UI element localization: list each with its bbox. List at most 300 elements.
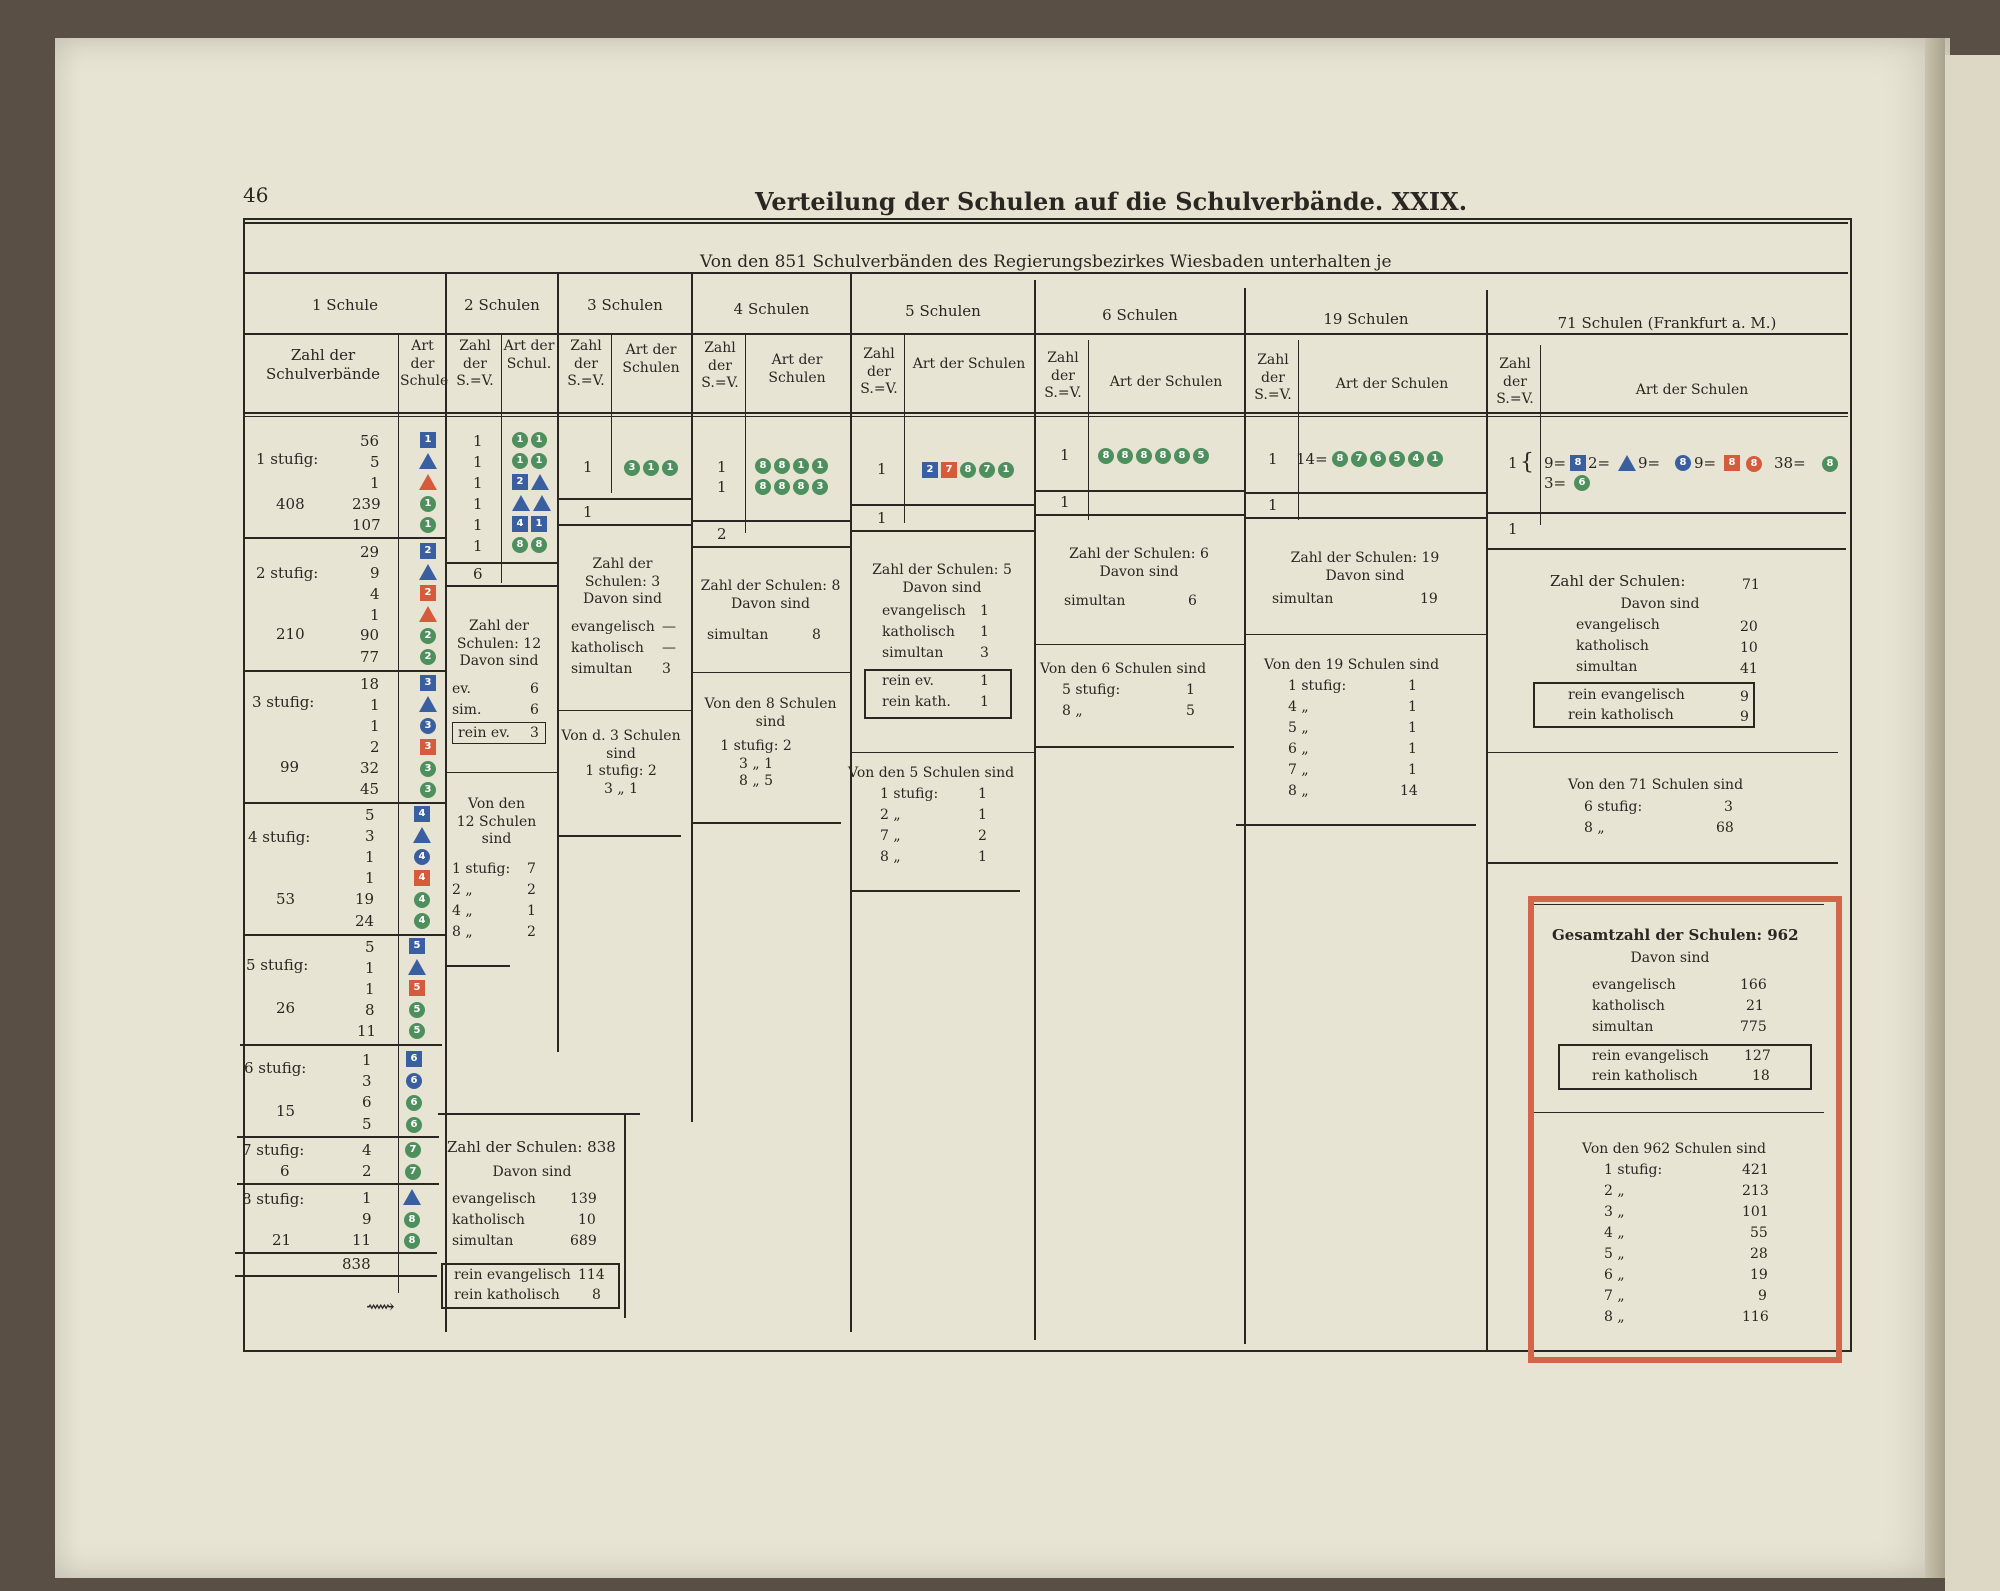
square-icon: 8 (1724, 455, 1740, 471)
divider (691, 822, 841, 824)
circle-icon: 3 (420, 761, 436, 777)
group-header-7: 19 Schulen (1323, 310, 1409, 328)
circle-icon: 6 (406, 1073, 422, 1089)
col6-sum: 1 (1060, 493, 1070, 511)
summary-line: Davon sind (459, 653, 539, 669)
summary-label: evangelisch (882, 603, 966, 619)
col71-sum: 1 (1508, 520, 1518, 538)
value-cell: 56 (360, 432, 380, 450)
subheader-art-6: Art der Schulen (1109, 374, 1223, 390)
total-label: rein katholisch (1592, 1068, 1698, 1084)
summary-label: rein ev. (458, 725, 510, 741)
summary-label: rein ev. (882, 673, 934, 689)
stufig-label-5: 5 stufig: (246, 956, 309, 974)
divider (445, 772, 557, 773)
col4-sum: 2 (717, 525, 727, 543)
col-line-6 (1244, 288, 1246, 1344)
summary-value: 3 (980, 645, 989, 661)
breakdown-value: 1 (527, 903, 536, 919)
circle-icon: 8 (531, 537, 547, 553)
value-cell: 1 (370, 696, 380, 714)
col3-summary-title (565, 556, 680, 609)
summary-line: Zahl der Schulen: 5 (872, 562, 1012, 578)
book-spine (1925, 38, 1945, 1578)
col-line-4a (745, 333, 746, 533)
value-cell: 6 (362, 1093, 372, 1111)
value-cell: 1 (365, 980, 375, 998)
total-breakdown-value: 116 (1742, 1309, 1769, 1325)
summary-label: rein katholisch (1568, 707, 1674, 723)
circle-icon: 6 (406, 1095, 422, 1111)
summary-value: 6 (530, 702, 539, 718)
value-cell: 1 (370, 606, 380, 624)
circle-icon: 2 (420, 628, 436, 644)
sum-rule (445, 562, 557, 564)
col19-prefix: 14= (1296, 450, 1328, 468)
breakdown-line: 3 „ 1 (604, 780, 638, 797)
value-cell: 5 (365, 806, 375, 824)
circle-icon: 1 (812, 458, 828, 474)
breakdown-label: 7 „ (1288, 762, 1309, 778)
breakdown-value: 3 (1724, 799, 1733, 815)
circle-icon: 6 (1574, 475, 1590, 491)
breakdown-line: Von d. 3 Schulen (561, 728, 681, 744)
total-box-rule (1534, 904, 1824, 905)
value-cell: 4 (370, 585, 380, 603)
summary-value: 1 (980, 603, 989, 619)
circle-icon: 8 (755, 479, 771, 495)
value-cell: 1 (365, 959, 375, 977)
total-label: simultan (1592, 1019, 1654, 1035)
summary-label: rein kath. (882, 694, 951, 710)
total-breakdown-label: 1 stufig: (1604, 1162, 1663, 1178)
circle-icon: 8 (404, 1212, 420, 1228)
total-breakdown-value: 19 (1750, 1267, 1768, 1283)
subheader-zahl-sv: Zahl der Schulverbände (265, 346, 380, 383)
summary-label: simultan (1272, 591, 1334, 607)
sum-rule-2 (445, 585, 557, 587)
circle-icon: 7 (1351, 451, 1367, 467)
subheader-zahl-2: Zahl der S.=V. (456, 338, 494, 389)
subheader-zahl-71: Zahl der S.=V. (1496, 356, 1534, 407)
square-icon: 5 (409, 938, 425, 954)
stufig-total-1: 408 (276, 495, 305, 513)
breakdown-label: 7 „ (880, 828, 901, 844)
circle-icon: 1 (643, 460, 659, 476)
bottom-box-label: evangelisch (452, 1191, 536, 1207)
group-header-8: 71 Schulen (Frankfurt a. M.) (1557, 314, 1777, 332)
breakdown-value: 14 (1400, 783, 1418, 799)
count-cell: 1 (473, 453, 483, 471)
group-header-1: 1 Schule (312, 296, 378, 314)
group-header-4: 4 Schulen (733, 300, 810, 318)
col5-count: 1 (877, 460, 887, 478)
breakdown-value: 7 (527, 861, 536, 877)
col3-sum: 1 (583, 503, 593, 521)
sum-rule (1244, 492, 1486, 494)
col-line-2 (557, 272, 559, 1052)
triangle-icon (419, 696, 437, 712)
square-icon: 1 (531, 516, 547, 532)
sum-rule (1034, 490, 1244, 492)
triangle-icon (419, 474, 437, 490)
col2-sum: 6 (473, 565, 483, 583)
symbol-row (512, 474, 549, 490)
symbol-row (1098, 448, 1209, 464)
bottom-box-label: rein evangelisch (454, 1267, 571, 1283)
triangle-icon (408, 959, 426, 975)
breakdown-title: Von den 71 Schulen sind (1568, 777, 1744, 793)
square-icon: 3 (420, 739, 436, 755)
total-value: 775 (1740, 1019, 1767, 1035)
symbol-row (1332, 451, 1443, 467)
summary-line: Davon sind (582, 591, 663, 607)
top-rule (243, 222, 1848, 224)
total-value: 18 (1752, 1068, 1770, 1084)
square-icon: 2 (512, 474, 528, 490)
circle-icon: 1 (531, 432, 547, 448)
breakdown-label: 8 „ (1288, 783, 1309, 799)
box-top-rule (438, 1113, 640, 1115)
circle-icon: 8 (1155, 448, 1171, 464)
circle-icon: 1 (662, 460, 678, 476)
breakdown-label: 4 „ (1288, 699, 1309, 715)
divider (1486, 862, 1838, 864)
group-rule (243, 934, 445, 936)
stufig-total-6: 15 (276, 1102, 296, 1120)
banner-text: Von den 851 Schulverbänden des Regierungsbezirkes Wiesbaden unterhalten je (700, 252, 1392, 272)
summary-line: Schulen: 12 (456, 635, 542, 652)
sum-rule (557, 498, 691, 500)
col-line-2a (501, 333, 502, 583)
group-header-rule (243, 333, 1848, 335)
circle-icon: 5 (1193, 448, 1209, 464)
value-cell: 5 (365, 938, 375, 956)
summary-label: simultan (707, 627, 769, 643)
subheader-art-3: Art der Schulen (622, 342, 680, 376)
col-line-6a (1088, 340, 1089, 520)
summary-label: simultan (1576, 659, 1638, 675)
value-cell: 29 (360, 543, 380, 561)
value-cell: 107 (352, 516, 381, 534)
subheader-art-2: Art der Schul. (503, 338, 555, 372)
symbol-row (512, 516, 547, 532)
col19-sum: 1 (1268, 496, 1278, 514)
count-cell: 1 (717, 458, 727, 476)
summary-line: Zahl der (469, 618, 529, 634)
total-breakdown-label: 5 „ (1604, 1246, 1625, 1262)
group-rule (235, 1252, 437, 1254)
col19-summary-title (1244, 550, 1486, 585)
summary-value: 19 (1420, 591, 1438, 607)
square-icon: 1 (420, 432, 436, 448)
col71-formula-1: 9= (1544, 454, 1567, 472)
breakdown-label: 2 „ (452, 882, 473, 898)
breakdown-label: 6 stufig: (1584, 799, 1643, 815)
stufig-label-4: 4 stufig: (248, 828, 311, 846)
col-line-1a (398, 333, 399, 1293)
col4-summary-title (691, 578, 850, 613)
breakdown-value: 1 (978, 786, 987, 802)
page-number: 46 (243, 183, 269, 207)
total-breakdown-label: 3 „ (1604, 1204, 1625, 1220)
summary-value: 71 (1742, 577, 1760, 593)
circle-icon: 1 (512, 453, 528, 469)
summary-label: rein evangelisch (1568, 687, 1685, 703)
summary-line: Davon sind (902, 579, 982, 596)
value-cell: 11 (357, 1022, 377, 1040)
brace: { (1520, 450, 1534, 475)
breakdown-line: 3 „ 1 (739, 755, 773, 772)
value-cell: 19 (355, 890, 375, 908)
circle-icon: 5 (409, 1002, 425, 1018)
breakdown-label: 8 „ (880, 849, 901, 865)
square-icon: 6 (406, 1051, 422, 1067)
col-line-5a (904, 333, 905, 523)
stufig-label-7: 7 stufig: (242, 1141, 305, 1159)
summary-line: Davon sind (1099, 563, 1179, 580)
total-breakdown-label: 7 „ (1604, 1288, 1625, 1304)
divider (1244, 634, 1486, 635)
subheader-art-19: Art der Schulen (1335, 376, 1449, 392)
group-header-6: 6 Schulen (1102, 306, 1178, 324)
circle-icon: 3 (420, 782, 436, 798)
summary-value: 6 (530, 681, 539, 697)
triangle-icon (419, 564, 437, 580)
stufig-label-6: 6 stufig: (244, 1059, 307, 1077)
breakdown-line: 1 stufig: 2 (720, 738, 792, 754)
subheader-art-5: Art der Schulen (912, 356, 1026, 372)
breakdown-line: sind (755, 713, 786, 730)
summary-line: Zahl der (592, 556, 653, 572)
circle-icon: 1 (1427, 451, 1443, 467)
triangle-icon (419, 453, 437, 469)
summary-line: Zahl der Schulen: 6 (1069, 546, 1209, 562)
group-header-3: 3 Schulen (587, 296, 663, 314)
col-line-3a (611, 333, 612, 493)
symbol-row (512, 453, 547, 469)
divider (1034, 746, 1234, 748)
summary-line: Davon sind (1325, 567, 1405, 584)
value-cell: 32 (360, 759, 380, 777)
bottom-box-value: 114 (578, 1267, 605, 1283)
triangle-icon (533, 495, 551, 511)
stufig-total-7: 6 (280, 1162, 290, 1180)
subheader-zahl-19: Zahl der S.=V. (1254, 352, 1292, 403)
arrow-icon: ⟿ (366, 1294, 395, 1318)
group-header-2: 2 Schulen (464, 296, 540, 314)
col6-count: 1 (1060, 446, 1070, 464)
col-line-5 (1034, 280, 1036, 1340)
summary-line: Schulen: 3 (584, 573, 661, 590)
circle-icon: 8 (1675, 455, 1691, 471)
value-cell: 11 (352, 1231, 372, 1249)
banner-rule (243, 272, 1848, 274)
symbol-row (922, 462, 1014, 478)
breakdown-value: 1 (1408, 699, 1417, 715)
summary-value: 1 (980, 694, 989, 710)
total-label: katholisch (1592, 998, 1665, 1014)
sum-rule-2 (850, 530, 1034, 532)
breakdown-title: Von den 19 Schulen sind (1264, 657, 1440, 673)
breakdown-title: Von den 6 Schulen sind (1040, 661, 1207, 677)
value-cell: 9 (370, 564, 380, 582)
summary-label: evangelisch (571, 619, 655, 635)
summary-line: Davon sind (730, 595, 811, 612)
breakdown-label: 5 stufig: (1062, 682, 1121, 698)
circle-icon: 2 (420, 649, 436, 665)
symbol-row (755, 479, 828, 495)
subheader-zahl-4: Zahl der S.=V. (701, 340, 739, 391)
divider (1034, 644, 1244, 645)
group-rule (243, 802, 445, 804)
circle-icon: 8 (1098, 448, 1114, 464)
value-cell: 90 (360, 626, 380, 644)
circle-icon: 3 (420, 718, 436, 734)
value-cell: 1 (365, 848, 375, 866)
bottom-box-label: katholisch (452, 1212, 525, 1228)
summary-value: 41 (1740, 661, 1758, 677)
circle-icon: 7 (979, 462, 995, 478)
circle-icon: 6 (406, 1117, 422, 1133)
square-icon: 4 (414, 870, 430, 886)
breakdown-title: Von den 5 Schulen sind (848, 765, 1015, 781)
summary-value: 8 (812, 627, 821, 643)
divider (850, 752, 1034, 753)
col2-summary-title (449, 618, 549, 671)
subheader-rule-2 (243, 416, 1848, 417)
total-breakdown-value: 213 (1742, 1183, 1769, 1199)
col71-formula-5: 38= (1774, 454, 1806, 472)
value-cell: 1 (365, 869, 375, 887)
circle-icon: 8 (1332, 451, 1348, 467)
col71-formula-4: 9= (1694, 454, 1717, 472)
divider (445, 965, 510, 967)
stufig-total-3: 99 (280, 758, 300, 776)
stufig-label-1: 1 stufig: (256, 450, 319, 468)
summary-label: ev. (452, 681, 471, 697)
subheader-zahl-6: Zahl der S.=V. (1044, 350, 1082, 401)
breakdown-line: Von den (468, 796, 525, 812)
circle-icon: 3 (624, 460, 640, 476)
count-cell: 1 (473, 516, 483, 534)
sum-rule-2 (1244, 517, 1486, 519)
stufig-label-8: 8 stufig: (242, 1190, 305, 1208)
summary-line: Zahl der Schulen: 19 (1290, 550, 1440, 566)
circle-icon: 4 (414, 913, 430, 929)
circle-icon: 6 (1370, 451, 1386, 467)
symbol-row (624, 460, 678, 476)
circle-icon: 8 (755, 458, 771, 474)
circle-icon: 7 (405, 1142, 421, 1158)
total-breakdown-title: Von den 962 Schulen sind (1582, 1141, 1766, 1157)
summary-value: 6 (1188, 593, 1197, 609)
breakdown-value: 68 (1716, 820, 1734, 836)
square-icon: 5 (409, 980, 425, 996)
bottom-box-value: 10 (578, 1212, 596, 1228)
bottom-box-label: simultan (452, 1233, 514, 1249)
summary-line: Zahl der Schulen: 8 (700, 578, 841, 594)
circle-icon: 4 (414, 849, 430, 865)
summary-label: simultan (571, 661, 633, 677)
triangle-icon (419, 606, 437, 622)
circle-icon: 8 (774, 458, 790, 474)
bottom-box-value: 8 (592, 1287, 601, 1303)
value-cell: 24 (355, 912, 375, 930)
col71-formula-6: 3= (1544, 474, 1567, 492)
col71-count: 1 (1508, 454, 1518, 472)
total-value: 166 (1740, 977, 1767, 993)
symbol-row (512, 432, 547, 448)
total-breakdown-value: 28 (1750, 1246, 1768, 1262)
value-cell: 8 (365, 1001, 375, 1019)
value-cell: 1 (370, 717, 380, 735)
group-rule (237, 1136, 439, 1138)
sum-rule (1486, 512, 1846, 514)
subheader-rule (243, 412, 1848, 414)
value-cell: 5 (362, 1115, 372, 1133)
breakdown-label: 5 „ (1288, 720, 1309, 736)
subheader-art-71: Art der Schulen (1635, 382, 1749, 398)
circle-icon: 8 (774, 479, 790, 495)
value-cell: 3 (365, 827, 375, 845)
square-icon: 4 (512, 516, 528, 532)
value-cell: 1 (362, 1051, 372, 1069)
summary-label: katholisch (571, 640, 644, 656)
total-breakdown-value: 421 (1742, 1162, 1769, 1178)
square-icon: 8 (1570, 455, 1586, 471)
col-line-7 (1486, 290, 1488, 1350)
col2-breakdown-title (449, 796, 544, 849)
col5-summary-title (850, 562, 1034, 597)
summary-label: sim. (452, 702, 482, 718)
col71-formula-2: 2= (1588, 454, 1611, 472)
summary-value: — (662, 640, 676, 656)
breakdown-label: 2 „ (880, 807, 901, 823)
value-cell: 1 (370, 474, 380, 492)
subheader-zahl-3: Zahl der S.=V. (567, 338, 605, 389)
breakdown-label: 4 „ (452, 903, 473, 919)
value-cell: 4 (362, 1141, 372, 1159)
breakdown-value: 2 (978, 828, 987, 844)
total-breakdown-label: 4 „ (1604, 1225, 1625, 1241)
circle-icon: 5 (1389, 451, 1405, 467)
col3-count: 1 (583, 458, 593, 476)
total-davon: Davon sind (1630, 950, 1710, 966)
sum-rule-2 (557, 524, 691, 526)
circle-icon: 8 (1746, 456, 1762, 472)
bottom-box-value: 139 (570, 1191, 597, 1207)
col19-count: 1 (1268, 450, 1278, 468)
divider (1486, 752, 1838, 753)
circle-icon: 8 (1174, 448, 1190, 464)
stufig-total-8: 21 (272, 1231, 292, 1249)
breakdown-line: Von den 8 Schulen (704, 696, 837, 712)
divider (557, 710, 691, 711)
box-right-rule (624, 1113, 626, 1318)
count-cell: 1 (473, 474, 483, 492)
subheader-art-schule: Art der Schule (400, 338, 449, 389)
breakdown-label: 8 „ (452, 924, 473, 940)
summary-label: simultan (1064, 593, 1126, 609)
bottom-box-label: rein katholisch (454, 1287, 560, 1303)
square-icon: 7 (941, 462, 957, 478)
breakdown-label: 8 „ (1062, 703, 1083, 719)
breakdown-value: 1 (978, 849, 987, 865)
divider (557, 835, 681, 837)
summary-label: katholisch (1576, 638, 1649, 654)
circle-icon: 8 (960, 462, 976, 478)
